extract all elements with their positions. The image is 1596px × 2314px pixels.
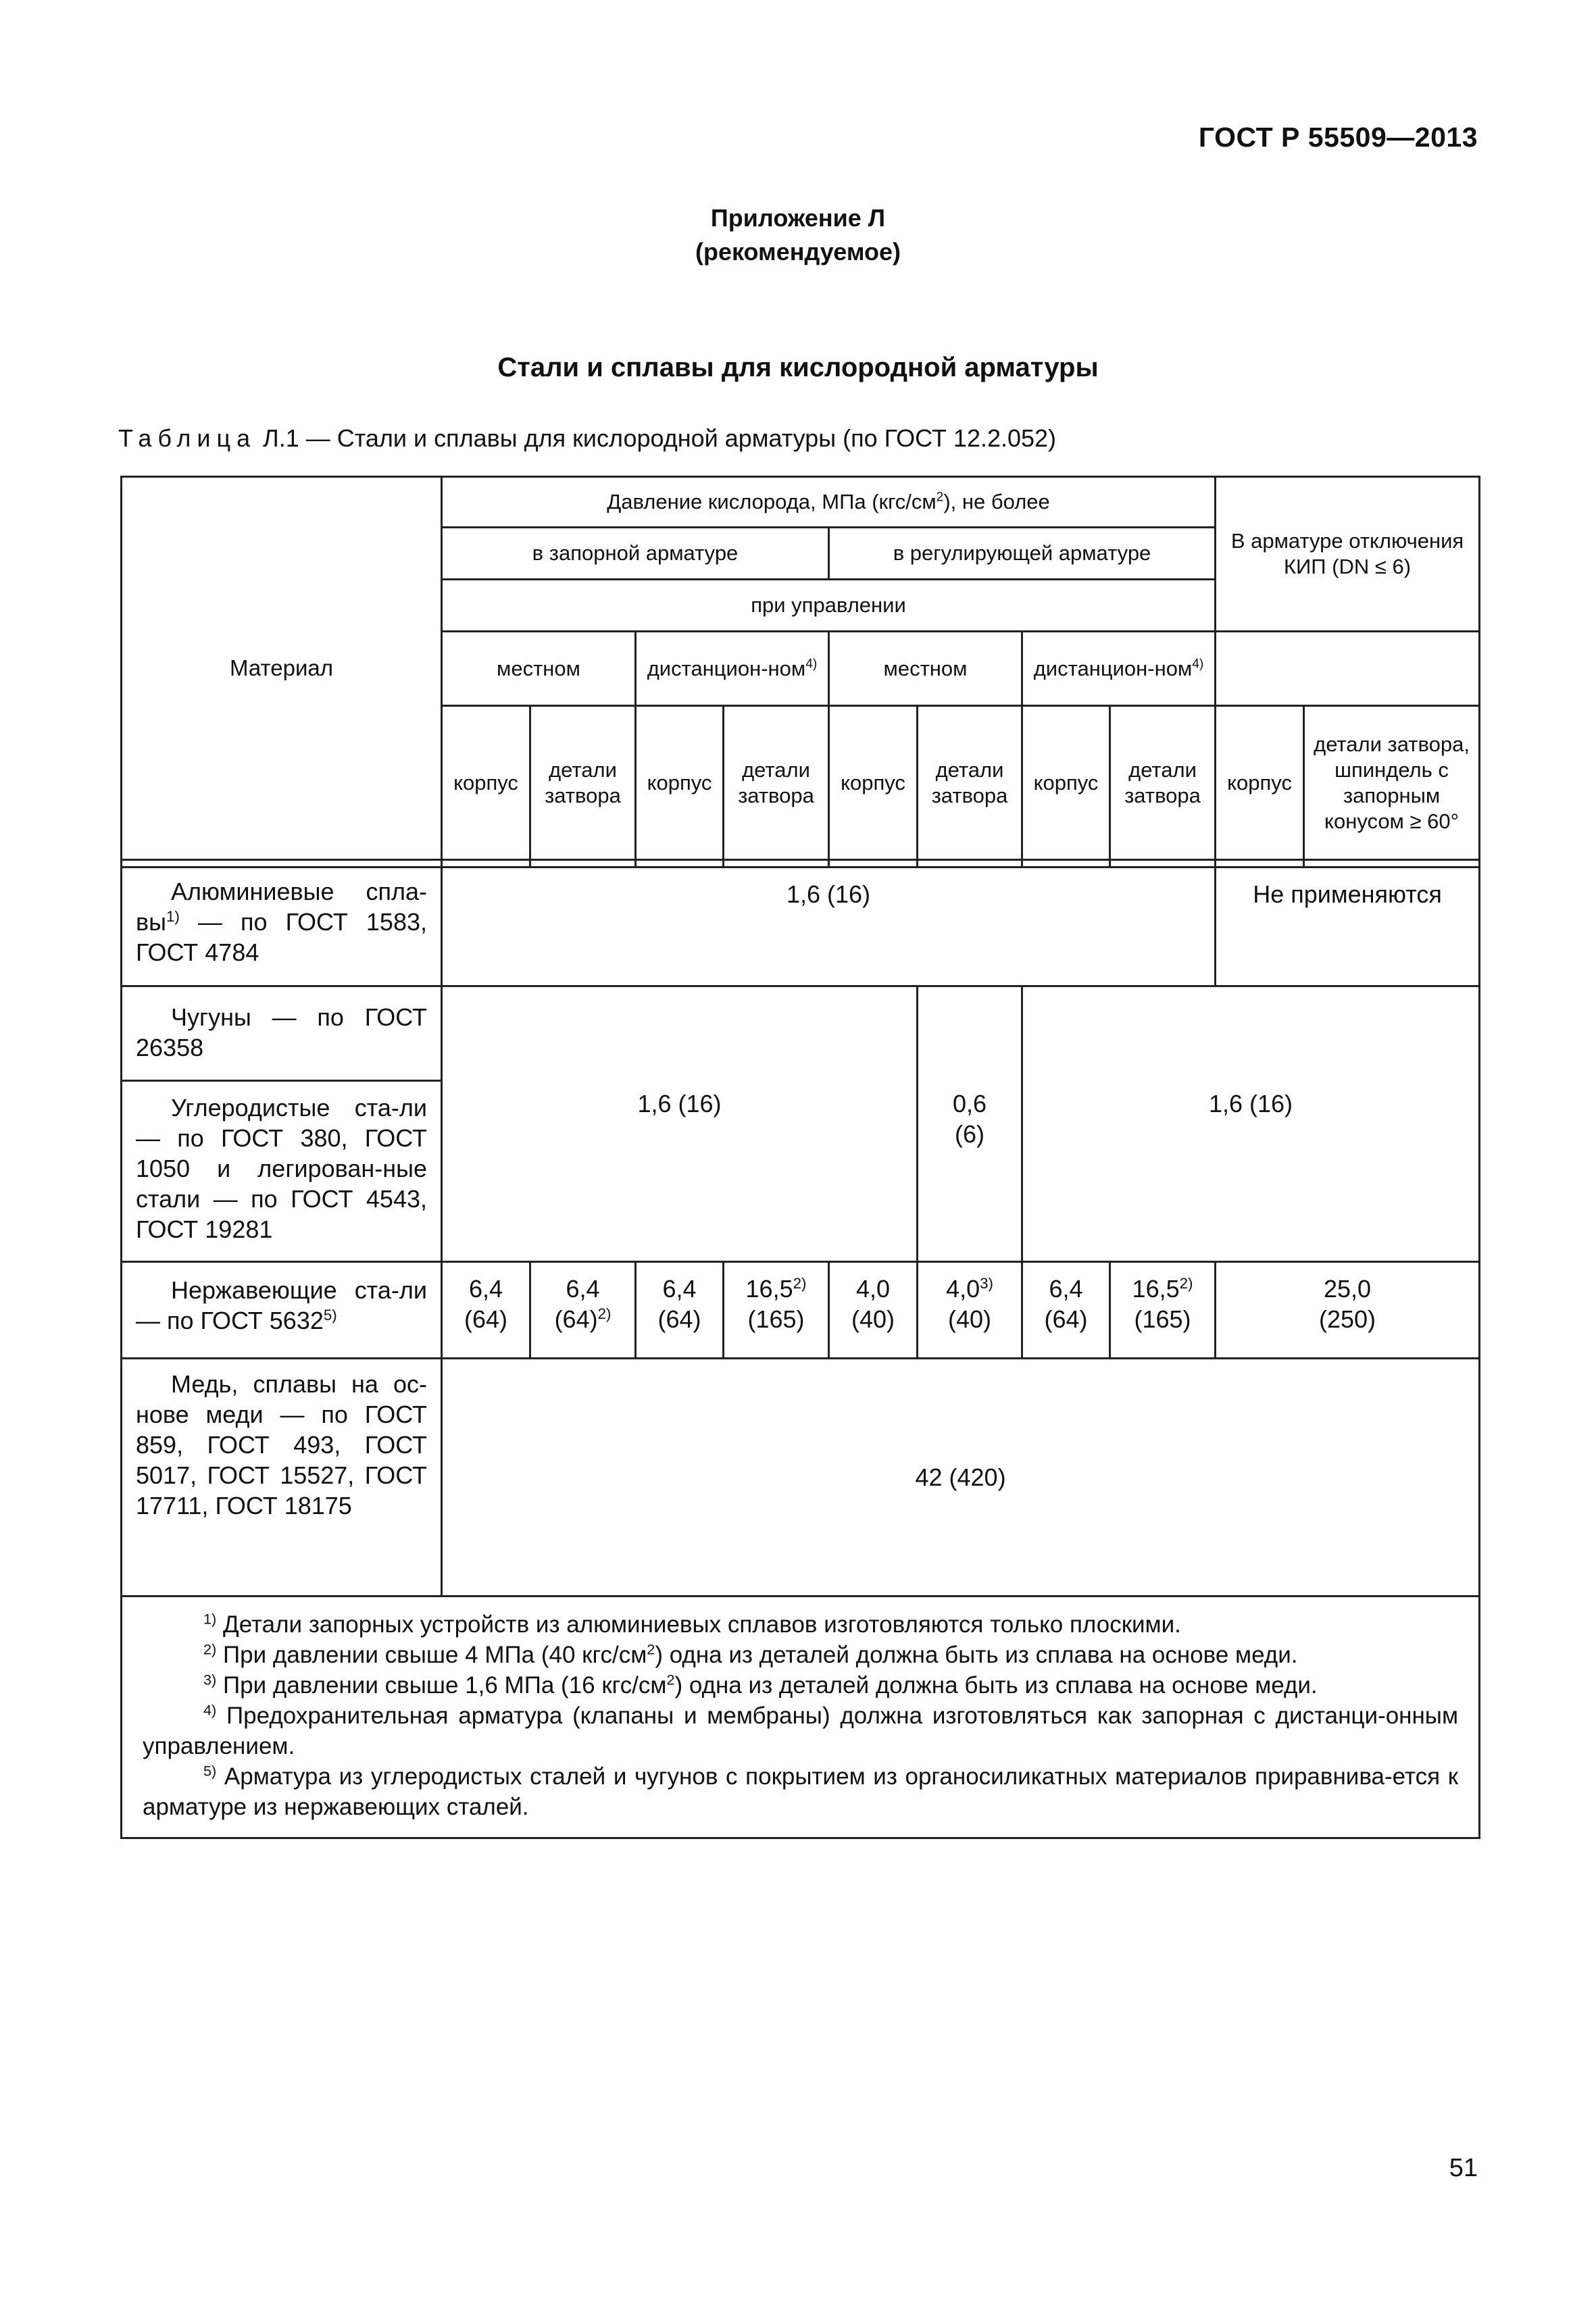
footnote: $^{4)}$ Предохранительная арматура (клапаны и мембраны) должна изготовляться как запорная с дистанци-онным управлением.: [143, 1701, 1459, 1759]
footnote: $^{2)}$ При давлении свыше 4 МПа (40 кгс/$см^2$) одна из деталей должна быть из сплава на основе меди.: [203, 1640, 1298, 1668]
page-number: 51: [1449, 2154, 1478, 2182]
header-body: корпус: [1022, 706, 1110, 860]
row-cast-carbon-value-right: 1,6 (16): [1022, 986, 1480, 1262]
header-gate-parts: детали затвора: [530, 706, 636, 860]
section-title: Стали и сплавы для кислородной арматуры: [497, 353, 1099, 382]
header-gate-parts: детали затвора: [724, 706, 829, 860]
footnote: $^{3)}$ При давлении свыше 1,6 МПа (16 кгс/$см^2$) одна из деталей должна быть из сплава на основе меди.: [203, 1671, 1318, 1699]
row-copper-name: Медь, сплавы на ос-нове меди — по ГОСТ 859, ГОСТ 493, ГОСТ 5017, ГОСТ 15527, ГОСТ 17711, ГОСТ 18175: [122, 1359, 442, 1596]
header-body: корпус: [829, 706, 918, 860]
header-body: корпус: [1216, 706, 1304, 860]
header-gate-parts: детали затвора: [1110, 706, 1216, 860]
header-kip-parts: детали затвора, шпиндель с запорным конусом ≥ 60°: [1304, 706, 1480, 860]
header-remote: дистанцион-ном$^{4)}$: [636, 632, 829, 706]
header-pressure: Давление кислорода, МПа $(кгс/см^2)$, не более: [442, 477, 1216, 528]
header-remote: дистанцион-ном$^{4)}$: [1022, 632, 1216, 706]
stainless-cell: 6,4 (64): [636, 1262, 724, 1359]
row-stainless-name: Нержавеющие ста-ли — по ГОСТ 5632$^{5)}$: [122, 1262, 442, 1359]
stainless-cell: 6,4 (64): [442, 1262, 530, 1359]
header-body: корпус: [636, 706, 724, 860]
table-caption-label: Таблица: [118, 424, 257, 452]
footnote: $^{5)}$ Арматура из углеродистых сталей и чугунов с покрытием из органосиликатных материалов приравнива-ется к арматуре из нержавеющих сталей.: [143, 1762, 1459, 1820]
annex-heading: [0, 201, 1596, 269]
document-code: ГОСТ Р 55509—2013: [1198, 122, 1478, 153]
annex-status: (рекомендуемое): [695, 238, 901, 266]
table-caption: [118, 424, 1056, 453]
header-local: местном: [829, 632, 1022, 706]
stainless-cell: 6,4 $(64)^{2)}$: [530, 1262, 636, 1359]
stainless-cell: 4,0 (40): [829, 1262, 918, 1359]
table-caption-text: Л.1 — Стали и сплавы для кислородной арматуры (по ГОСТ 12.2.052): [256, 424, 1057, 452]
stainless-cell: 4,0$^{3)}$ (40): [918, 1262, 1022, 1359]
table-footnotes: [122, 1596, 1480, 1838]
row-aluminum-name: Алюминиевые спла-$вы^{1)}$ — по ГОСТ 1583, ГОСТ 4784: [122, 867, 442, 986]
annex-title: Приложение Л: [710, 204, 886, 232]
row-cast-carbon-value-mid: 0,6 (6): [918, 986, 1022, 1262]
row-cast-iron-name: Чугуны — по ГОСТ 26358: [122, 986, 442, 1081]
steels-alloys-table: [120, 476, 1480, 1839]
header-material: Материал: [122, 477, 442, 860]
stainless-cell: 6,4 (64): [1022, 1262, 1110, 1359]
stainless-cell: 16,5$^{2)}$ (165): [1110, 1262, 1216, 1359]
row-stainless-kip: 25,0 (250): [1216, 1262, 1480, 1359]
row-copper-value: 42 (420): [442, 1359, 1480, 1596]
row-carbon-steel-name: Углеродистые ста-ли — по ГОСТ 380, ГОСТ 1050 и легирован-ные стали — по ГОСТ 4543, ГОСТ 19281: [122, 1081, 442, 1262]
stainless-cell: 16,5$^{2)}$ (165): [724, 1262, 829, 1359]
footnote: $^{1)}$ Детали запорных устройств из алюминиевых сплавов изготовляются только плоскими.: [203, 1610, 1181, 1638]
header-regulating: в регулирующей арматуре: [829, 528, 1216, 580]
header-kip-spacer: [1216, 632, 1480, 706]
row-aluminum-value: 1,6 (16): [442, 867, 1216, 986]
header-kip: В арматуре отключения КИП (DN ≤ 6): [1216, 477, 1480, 632]
header-control: при управлении: [442, 580, 1216, 632]
header-local: местном: [442, 632, 636, 706]
header-shutoff: в запорной арматуре: [442, 528, 829, 580]
row-aluminum-kip: Не применяются: [1216, 867, 1480, 986]
header-gate-parts: детали затвора: [918, 706, 1022, 860]
header-body: корпус: [442, 706, 530, 860]
row-cast-carbon-value-left: 1,6 (16): [442, 986, 918, 1262]
